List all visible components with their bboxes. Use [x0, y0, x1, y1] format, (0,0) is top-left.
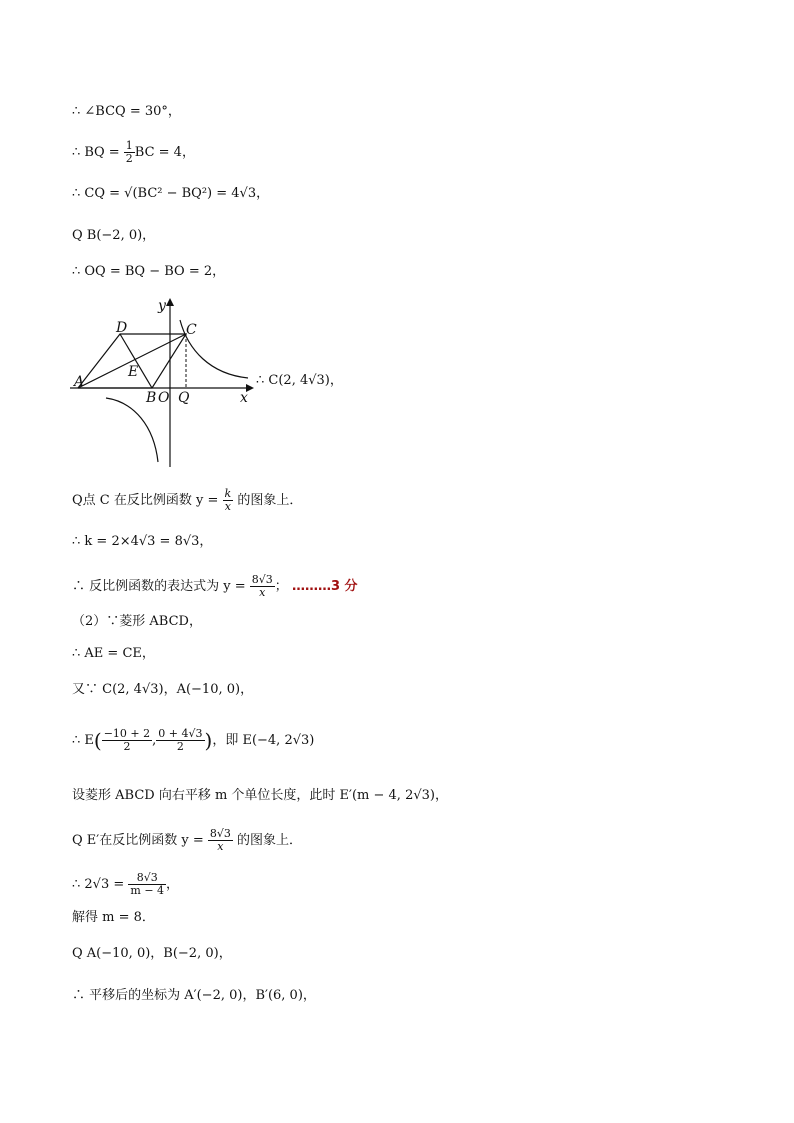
line-translated-coords: ∴ 平移后的坐标为 A′(−2, 0)，B′(6, 0)， [72, 988, 316, 1003]
line-point-c: ∴ C(2, 4√3)， [256, 373, 343, 388]
label-q: Q [178, 390, 190, 406]
fraction-numerator: k [224, 487, 232, 500]
label-y: y [158, 298, 166, 314]
line-c-and-a: 又∵ C(2, 4√3)，A(−10, 0)， [72, 682, 254, 697]
paren-open-icon: ( [93, 728, 102, 753]
line-k-value: ∴ k = 2×4√3 = 8√3， [72, 534, 213, 549]
label-d: D [116, 320, 128, 336]
line-equation-pre: ∴ 2√3 = [72, 877, 129, 892]
line-angle-bcq: ∴ ∠BCQ = 30°， [72, 104, 181, 119]
fraction-ex [102, 728, 152, 753]
line-e-post: ，即 E(−4, 2√3) [212, 733, 315, 748]
line-points-ab: Q A(−10, 0)，B(−2, 0)， [72, 946, 232, 961]
fraction-denominator: m − 4 [130, 884, 165, 897]
line-point-e: ∴ E( $\frac{-10 + 2}{2}$ , $\frac{0 + 4√3}{2}$ )，即 E(−4, 2√3) [72, 727, 315, 753]
label-e: E [128, 364, 139, 380]
fraction-numerator: 8√3 [209, 827, 231, 840]
line-equation-post: ， [166, 877, 180, 892]
line-bq-pre: ∴ BQ = [72, 145, 124, 160]
label-x: x [240, 390, 248, 406]
line-expression-pre: ∴ 反比例函数的表达式为 y = [72, 579, 250, 594]
fraction-k-over-x [223, 488, 234, 513]
line-point-b: Q B(−2, 0)， [72, 228, 156, 243]
fraction-denominator: 2 [125, 152, 133, 165]
line-solve-m: 解得 m = 8． [72, 910, 155, 925]
fraction-numerator: 0 + 4√3 [158, 727, 203, 740]
line-cq: ∴ CQ = √(BC² − BQ²) = 4√3， [72, 186, 270, 201]
score-mark: ………3 分 [291, 579, 358, 594]
fraction-8r3-over-x-2 [208, 828, 233, 853]
label-o: O [158, 390, 170, 406]
fraction-denominator: x [224, 500, 231, 513]
label-c: C [186, 322, 197, 338]
fraction-8r3-over-m4 [128, 872, 166, 897]
line-e-prime-post: 的图象上． [232, 833, 303, 848]
line-c-on-curve [72, 488, 302, 513]
fraction-numerator: −10 + 2 [103, 727, 151, 740]
y-axis-arrow-icon [166, 298, 174, 306]
line-expression [72, 574, 358, 599]
line-ae-ce: ∴ AE = CE， [72, 646, 155, 661]
geometry-figure [70, 292, 260, 472]
line-translate: 设菱形 ABCD 向右平移 m 个单位长度，此时 E′(m − 4, 2√3)， [72, 788, 448, 803]
line-e-pre: ∴ E [72, 733, 94, 748]
label-a: A [74, 374, 85, 390]
line-c-post: 的图象上． [233, 493, 303, 508]
fraction-denominator: 2 [176, 740, 184, 753]
line-expression-post: ； [274, 579, 288, 594]
label-b: B [146, 390, 157, 406]
fraction-numerator: 8√3 [251, 573, 273, 586]
fraction-denominator: x [217, 840, 224, 853]
paren-close-icon: ) [204, 728, 213, 753]
line-bq [72, 140, 195, 165]
line-c-pre: Q点 C 在反比例函数 y = [72, 493, 223, 508]
line-equation-m [72, 872, 179, 897]
fraction-8r3-over-x [250, 574, 275, 599]
fraction-denominator: x [259, 586, 266, 599]
fraction-denominator: 2 [123, 740, 131, 753]
line-e-prime-pre: Q E′在反比例函数 y = [72, 833, 208, 848]
fraction-half [124, 140, 135, 165]
line-part-2: （2）∵菱形 ABCD， [72, 614, 202, 629]
fraction-numerator: 8√3 [128, 872, 166, 885]
line-e-prime-on-curve [72, 828, 302, 853]
fraction-numerator: 1 [125, 139, 133, 152]
fraction-ey [156, 728, 204, 753]
hyperbola-branch-left [106, 398, 158, 462]
line-bq-post: BC = 4， [134, 145, 195, 160]
line-oq: ∴ OQ = BQ − BO = 2， [72, 264, 226, 279]
